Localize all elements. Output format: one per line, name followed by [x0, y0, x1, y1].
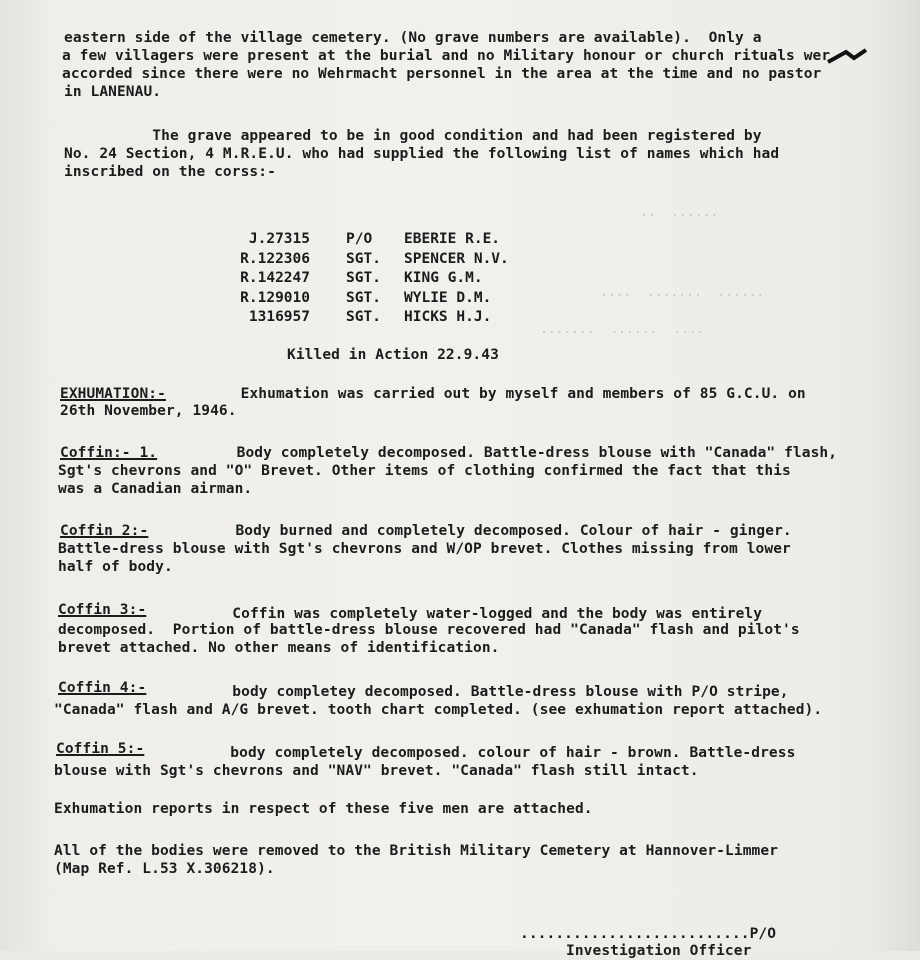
service-number: R.142247: [240, 270, 310, 286]
crew-name: SPENCER N.V.: [404, 250, 509, 267]
coffin-line: Body burned and completely decomposed. Colour of hair - ginger.: [156, 523, 792, 539]
coffin-line: body completey decomposed. Battle-dress blouse with P/O stripe,: [144, 684, 789, 700]
exhumation-heading: EXHUMATION:-: [60, 386, 166, 402]
killed-in-action: Killed in Action 22.9.43: [287, 347, 499, 363]
coffin-line: "Canada" flash and A/G brevet. tooth chart completed. (see exhumation report attached).: [54, 702, 823, 718]
hand-mark-icon: [826, 48, 870, 76]
crew-list: [228, 230, 509, 328]
coffin-line: decomposed. Portion of battle-dress blouse recovered had "Canada" flash and pilot's: [58, 622, 800, 638]
crew-name: EBERIE R.E.: [404, 231, 501, 247]
intro-line: accorded since there were no Wehrmacht personnel in the area at the time and no pastor: [62, 66, 822, 82]
coffin-heading: Coffin 2:-: [60, 523, 149, 539]
coffin-heading: Coffin 3:-: [58, 602, 147, 618]
removal-line: (Map Ref. L.53 X.306218).: [54, 861, 275, 877]
crew-row: [228, 269, 509, 289]
crew-rank: P/O: [346, 231, 373, 247]
coffin-heading: Coffin 5:-: [56, 741, 145, 757]
intro-line: a few villagers were present at the burial and no Military honour or church rituals wer: [62, 48, 831, 64]
crew-rank: SGT.: [346, 309, 381, 325]
coffin-line: Body completely decomposed. Battle-dress blouse with "Canada" flash,: [166, 445, 838, 461]
crew-rank: SGT.: [346, 289, 381, 306]
intro-line: eastern side of the village cemetery. (No grave numbers are available). Only a: [64, 30, 762, 46]
signature-line: ..........................P/O: [520, 926, 777, 942]
crew-row: [228, 250, 509, 270]
coffin-heading: Coffin:- 1.: [60, 445, 158, 461]
coffin-line: brevet attached. No other means of identification.: [58, 640, 500, 656]
crew-row: [228, 308, 509, 328]
coffin-line: Sgt's chevrons and "O" Brevet. Other items of clothing confirmed the fact that this: [58, 463, 791, 479]
crew-name: WYLIE D.M.: [404, 289, 492, 306]
coffin-line: Battle-dress blouse with Sgt's chevrons and W/OP brevet. Clothes missing from lower: [58, 541, 791, 557]
bleed-through-text: ....... ...... ....: [540, 322, 705, 337]
reports-note: Exhumation reports in respect of these five men are attached.: [54, 801, 593, 817]
coffin-heading: Coffin 4:-: [58, 680, 147, 696]
grave-line: The grave appeared to be in good condition and had been registered by: [64, 128, 762, 144]
bleed-through-text: .... ....... ......: [600, 285, 765, 300]
coffin-line: Coffin was completely water-logged and the body was entirely: [144, 606, 763, 622]
crew-row: [228, 289, 509, 309]
coffin-line: body completely decomposed. colour of hair - brown. Battle-dress: [142, 745, 796, 761]
crew-rank: SGT.: [346, 250, 381, 267]
service-number: R.129010: [240, 289, 310, 306]
signature-title: Investigation Officer: [566, 943, 752, 959]
exhumation-line: 26th November, 1946.: [60, 403, 237, 419]
crew-rank: SGT.: [346, 270, 381, 286]
service-number: J.27315: [248, 231, 310, 247]
grave-line: inscribed on the corss:-: [64, 164, 276, 180]
service-number: 1316957: [248, 309, 310, 325]
crew-row: [228, 230, 509, 250]
bleed-through-text: .. ......: [640, 205, 719, 220]
crew-name: HICKS H.J.: [404, 309, 492, 325]
crew-name: KING G.M.: [404, 270, 483, 286]
exhumation-line: Exhumation was carried out by myself and members of 85 G.C.U. on: [170, 386, 806, 402]
intro-line: in LANENAU.: [64, 84, 162, 100]
grave-line: No. 24 Section, 4 M.R.E.U. who had supplied the following list of names which had: [64, 146, 780, 162]
coffin-line: blouse with Sgt's chevrons and "NAV" brevet. "Canada" flash still intact.: [54, 763, 699, 779]
service-number: R.122306: [240, 250, 310, 267]
coffin-line: was a Canadian airman.: [58, 481, 253, 497]
removal-line: All of the bodies were removed to the British Military Cemetery at Hannover-Limmer: [54, 843, 779, 859]
coffin-line: half of body.: [58, 559, 173, 575]
